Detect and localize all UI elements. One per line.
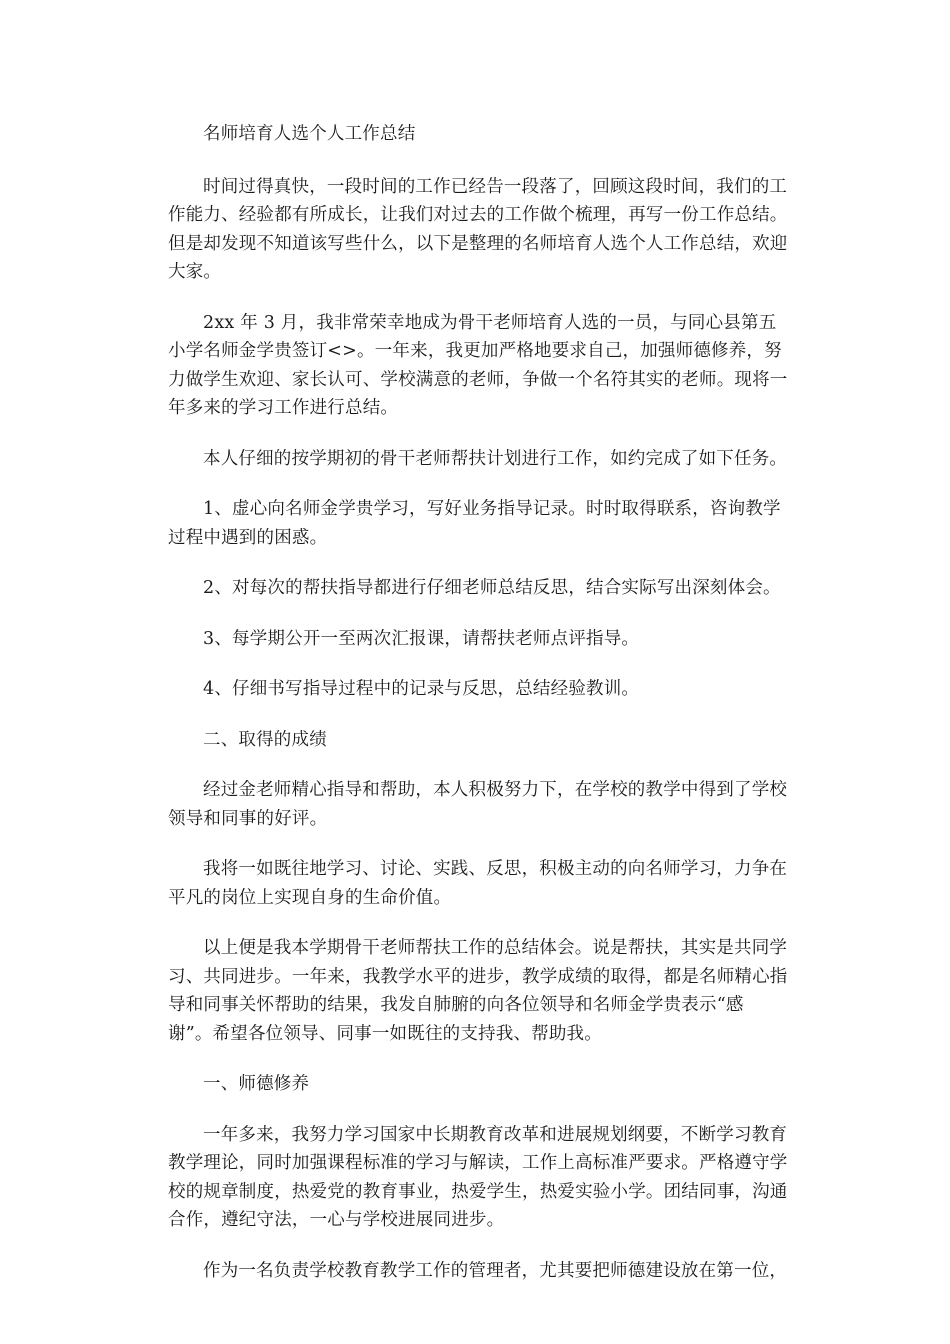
paragraph-task-2: 2、对每次的帮扶指导都进行仔细老师总结反思，结合实际写出深刻体会。 [203, 578, 781, 598]
paragraph-task-3: 3、每学期公开一至两次汇报课，请帮扶老师点评指导。 [203, 628, 640, 649]
paragraph-ethics: 一年多来，我努力学习国家中长期教育改革和进展规划纲要，不断学习教育教学理论，同时加强课程标准的学习与解读，工作上高标准严要求。严格遵守学校的规章制度，热爱党的教育事业，热爱学生，热爱实验小学。团结同事，沟通合作，遵纪守法，一心与学校进展同进步。 [168, 1124, 788, 1230]
paragraph-achievements: 经过金老师精心指导和帮助，本人积极努力下，在学校的教学中得到了学校领导和同事的好评。 [168, 780, 788, 829]
paragraph-background: 2xx 年 3 月，我非常荣幸地成为骨干老师培育人选的一员，与同心县第五小学名师金学贵签订<>。一年来，我更加严格地要求自己，加强师德修养，努力做学生欢迎、家长认可、学校满意的老师，争做一个名符其实的老师。现将一年多来的学习工作进行总结。 [168, 312, 788, 418]
section-heading-ethics: 一、师德修养 [203, 1074, 310, 1094]
paragraph-intro: 时间过得真快，一段时间的工作已经告一段落了，回顾这段时间，我们的工作能力、经验都有所成长，让我们对过去的工作做个梳理，再写一份工作总结。但是却发现不知道该写些什么，以下是整理的名师培育人选个人工作总结，欢迎大家。 [168, 176, 788, 282]
paragraph-task-1: 1、虚心向名师金学贵学习，写好业务指导记录。时时取得联系，咨询教学过程中遇到的困惑。 [168, 499, 781, 548]
document-body [168, 120, 788, 1307]
section-heading-achievements: 二、取得的成绩 [203, 729, 327, 750]
paragraph-commitment: 我将一如既往地学习、讨论、实践、反思，积极主动的向名师学习，力争在平凡的岗位上实现自身的生命价值。 [168, 859, 788, 908]
paragraph-task-4: 4、仔细书写指导过程中的记录与反思，总结经验教训。 [203, 679, 640, 699]
paragraph-management: 作为一名负责学校教育教学工作的管理者，尤其要把师德建设放在第一位， [203, 1260, 788, 1281]
document-title: 名师培育人选个人工作总结 [203, 124, 416, 144]
paragraph-tasks-intro: 本人仔细的按学期初的骨干老师帮扶计划进行工作，如约完成了如下任务。 [203, 448, 788, 469]
paragraph-summary: 以上便是我本学期骨干老师帮扶工作的总结体会。说是帮扶，其实是共同学习、共同进步。一年来，我教学水平的进步，教学成绩的取得，都是名师精心指导和同事关怀帮助的结果，我发自肺腑的向各位领导和名师金学贵表示“感谢”。希望各位领导、同事一如既往的支持我、帮助我。 [168, 938, 788, 1044]
